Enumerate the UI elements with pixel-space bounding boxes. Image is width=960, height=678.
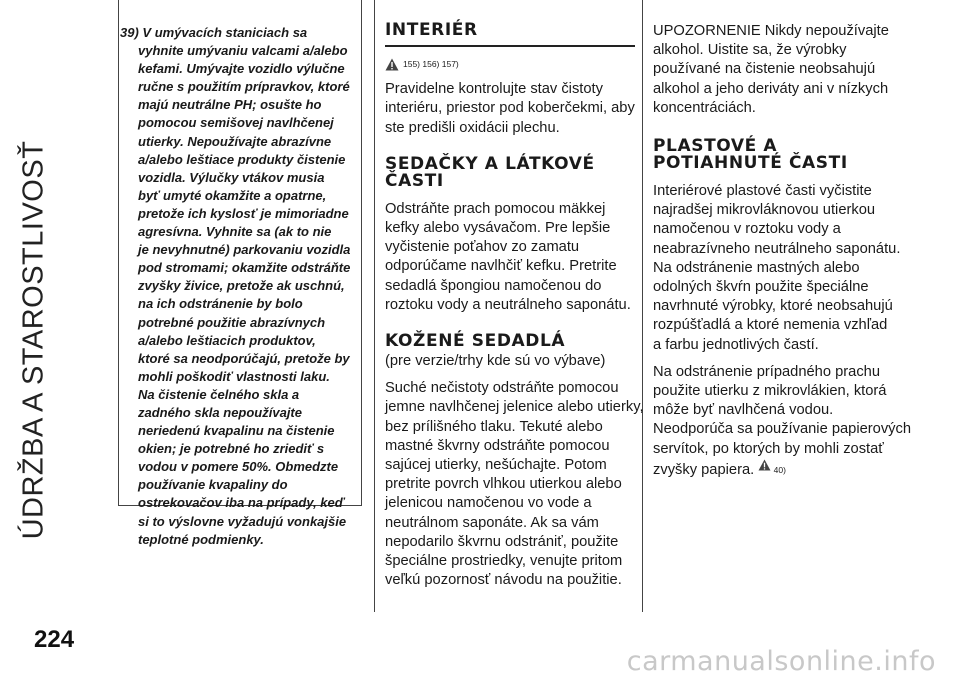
note-line: Na čistenie čelného skla a [138, 386, 300, 402]
text-line: neabrazívneho neutrálneho saponátu. [653, 240, 901, 257]
note-line: pretože ich kyslosť je mimoriadne [138, 205, 349, 221]
note-line: agresívna. Vyhnite sa (ak to nie [138, 224, 332, 240]
leather-paragraph [385, 379, 644, 590]
text-line: mastné škvrny odstráňte pomocou [385, 437, 610, 454]
section-heading-seats [385, 153, 635, 191]
section-heading-plastic [653, 138, 953, 172]
note-line: si to výslovne vyžadujú vonkajšie [138, 513, 347, 529]
alcohol-warning-paragraph [653, 22, 953, 118]
note-line: zadného skla nepoužívajte [138, 404, 302, 420]
interior-intro-paragraph [385, 80, 635, 138]
note-line: teplotné podmienky. [138, 531, 264, 547]
plastic-paragraph-1 [653, 182, 953, 355]
watermark: carmanualsonline.info [626, 646, 936, 677]
note-line: pomocou semišovej navlhčenej [138, 115, 334, 131]
text-line: rozpúšťadlá a ktoré nemenia vzhľad [653, 317, 888, 334]
note-line: utierky. Nepoužívajte abrazívne [138, 133, 332, 149]
text-line: Na odstránenie prípadného prachu [653, 363, 881, 380]
warning-references [385, 55, 635, 74]
text-line: špeciálne prostriedky, venujte pritom [385, 553, 623, 570]
warning-triangle-icon [385, 58, 399, 71]
warning-ref-numbers: 155) 156) 157) [403, 59, 459, 69]
text-line: používané na čistenie neobsahujú [653, 61, 876, 78]
note-line: ostrekovačov iba na prípady, keď [138, 495, 345, 511]
text-line: sajúcej utierky, nešúchajte. Potom [385, 457, 607, 474]
section-heading-leather [385, 333, 635, 350]
text-line: Na odstránenie mastných alebo [653, 259, 860, 276]
note-line: mohli poškodiť vlastnosti laku. [138, 368, 330, 384]
text-line: alkohol. Uistite sa, že výrobky [653, 42, 847, 59]
note-line: okien; je potrebné ho zriediť s [138, 441, 325, 457]
text-line: kefky alebo vysávačom. Pre lepšie [385, 220, 611, 237]
text-line: najradšej mikrovláknovou utierkou [653, 202, 876, 219]
text-line: SEDAČKY A LÁTKOVÉ [385, 153, 595, 174]
heading-text: INTERIÉR [385, 20, 478, 40]
text-line: namočenou v roztoku vody a [653, 221, 841, 238]
text-line: môže byť navlhčená vodou. [653, 402, 834, 419]
note-line-text: V umývacích staniciach sa [142, 25, 308, 40]
text-line: navrhnuté výrobky, ktoré neobsahujú [653, 298, 893, 315]
text-line-content: zvyšky papiera. [653, 461, 759, 478]
middle-column [385, 20, 644, 598]
note-line [120, 24, 360, 42]
note-line: pod stromami; okamžite odstráňte [138, 260, 351, 276]
text-line: servítok, po ktorých by mohli zostať [653, 440, 884, 457]
text-line: nepodarilo škvrnu odstrániť, použite [385, 533, 619, 550]
note-line: ručne s použitím prípravkov, ktoré [138, 79, 350, 95]
text-line: Neodporúča sa používanie papierových [653, 421, 912, 438]
note-line: a/alebo leštiace produkty čistenie [138, 151, 346, 167]
note-line: vozidla. Výlučky vtákov musia [138, 169, 325, 185]
section-heading-interior [385, 22, 635, 39]
text-line: roztoku vody a neutrálneho saponátu. [385, 296, 631, 313]
text-line: odporúčame navlhčiť kefku. Pretrite [385, 258, 617, 275]
note-line: je nevyhnutné) parkovaniu vozidla [138, 242, 351, 258]
text-line: sedadlá špongiou namočenou do [385, 277, 602, 294]
text-line: UPOZORNENIE Nikdy nepoužívajte [653, 23, 889, 39]
side-section-title-text: ÚDRŽBA A STAROSTLIVOSŤ [17, 140, 50, 540]
note-line: zvyšky živice, pretože ak uschnú, [138, 278, 345, 294]
note-number: 39) [120, 25, 143, 40]
heading-rule [385, 45, 635, 47]
note-line: byť umyté okamžite a opatrne, [138, 187, 327, 203]
text-line: Odstráňte prach pomocou mäkkej [385, 200, 606, 217]
text-line: bez prílišného tlaku. Tekuté alebo [385, 418, 603, 435]
note-line: ktoré sa neodporúčajú, pretože by [138, 350, 350, 366]
text-line: interiéru, priestor pod koberčekmi, aby [385, 100, 635, 117]
text-line: Pravidelne kontrolujte stav čistoty [385, 81, 603, 98]
text-line: ste predišli oxidácii plechu. [385, 119, 560, 136]
text-line: neutrálnom saponáte. Ak sa vám [385, 514, 599, 531]
note-line: potrebné použitie abrazívnych [138, 314, 326, 330]
note-line: a/alebo leštiacich produktov, [138, 332, 316, 348]
right-column [653, 22, 953, 488]
text-line: PLASTOVÉ A [653, 136, 778, 157]
text-line: veľkú pozornosť návodu na použitie. [385, 572, 622, 589]
text-line: vyčistenie poťahov zo zamatu [385, 239, 580, 256]
note-text [120, 24, 360, 549]
text-line [653, 459, 953, 480]
note-line: neriedenú kvapalinu na čistenie [138, 423, 335, 439]
text-line: alkohol a jeho deriváty ani v nízkych [653, 80, 889, 97]
text-line: Suché nečistoty odstráňte pomocou [385, 380, 619, 397]
heading-text: KOŽENÉ SEDADLÁ [385, 331, 566, 352]
column-divider [374, 0, 375, 612]
note-line: používanie kvapaliny do [138, 477, 288, 493]
text-line: Interiérové plastové časti vyčistite [653, 183, 872, 200]
seats-paragraph [385, 200, 635, 315]
note-line: na ich odstránenie by bolo [138, 296, 303, 312]
note-line: vyhnite umývaniu valcami a/alebo [138, 43, 348, 59]
note-line: majú neutrálne PH; osušte ho [138, 97, 322, 113]
text-line: jelenicou namočenou vo vode a [385, 495, 592, 512]
plastic-paragraph-2 [653, 363, 953, 480]
text-line: koncentráciách. [653, 99, 756, 116]
note-line: vodou v pomere 50%. Obmedzte [138, 459, 339, 475]
text-line: ČASTI [385, 170, 444, 191]
warning-ref-number: 40) [771, 464, 786, 475]
text-line: odolných škvŕn použite špeciálne [653, 279, 869, 296]
note-line: kefami. Umývajte vozidlo výlučne [138, 61, 345, 77]
column-divider [642, 0, 643, 612]
text-line: jemne navlhčenej jelenice alebo utierky, [385, 399, 644, 416]
text-line: a farbu jednotlivých častí. [653, 336, 819, 353]
page-number: 224 [34, 626, 75, 653]
text-line: pretrite povrch vlhkou utierkou alebo [385, 476, 622, 493]
text-line: POTIAHNUTÉ ČASTI [653, 153, 848, 174]
leather-subtitle: (pre verzie/trhy kde sú vo výbave) [385, 353, 606, 370]
warning-triangle-icon [758, 459, 771, 471]
text-line: použite utierku z mikrovlákien, ktorá [653, 383, 887, 400]
